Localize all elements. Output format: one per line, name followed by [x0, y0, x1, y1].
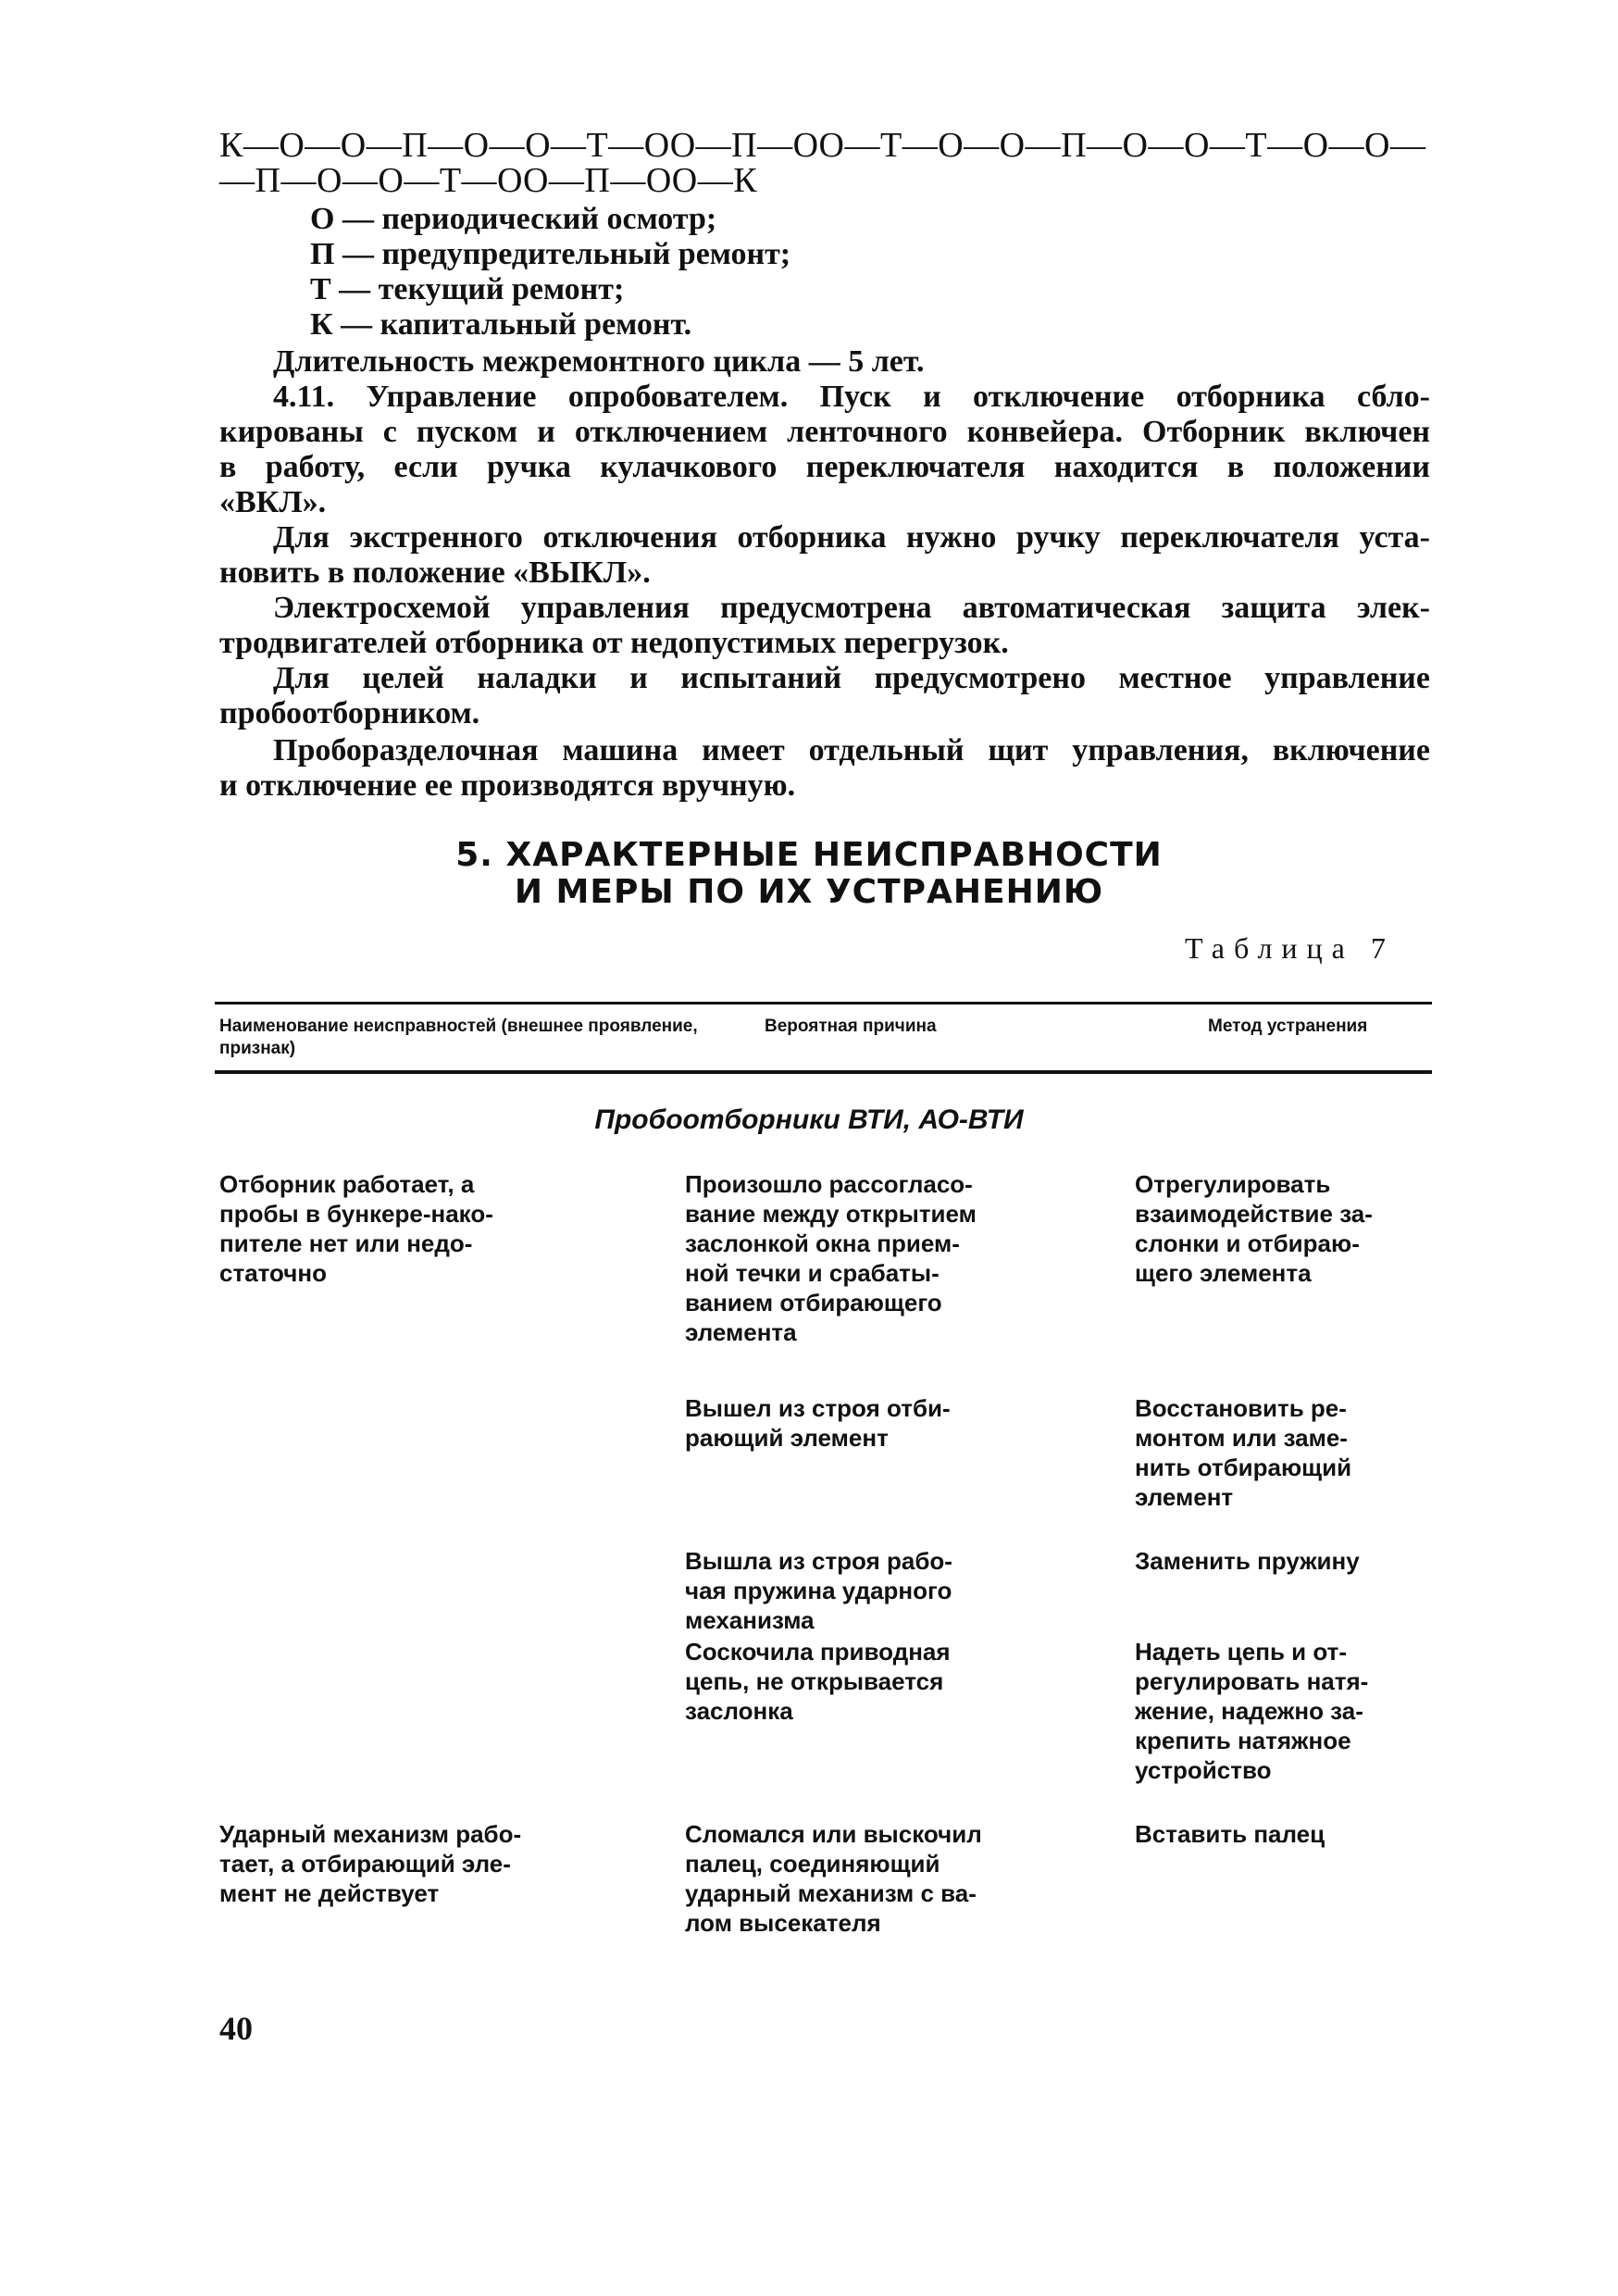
- paragraph-line: в работу, если ручка кулачкового переключателя находится в положении: [219, 450, 1430, 484]
- table-group-title: Пробоотборники ВТИ, АО-ВТИ: [594, 1104, 1024, 1135]
- table-cell-cause: Сломался или выскочил палец, соединяющий ударный механизм с ва- лом высекателя: [685, 1820, 982, 1937]
- paragraph-line: кированы с пуском и отключением ленточного конвейера. Отборник включен: [219, 415, 1430, 449]
- legend-item: П — предупредительный ремонт;: [310, 237, 791, 271]
- section-title: И МЕРЫ ПО ИХ УСТРАНЕНИЮ: [514, 873, 1104, 911]
- cycle-duration: Длительность межремонтного цикла — 5 лет.: [273, 344, 925, 379]
- table-cell-remedy: Отрегулировать взаимодействие за- слонки и отбираю- щего элемента: [1135, 1170, 1373, 1287]
- paragraph-line: Для целей наладки и испытаний предусмотрено местное управление: [273, 661, 1430, 695]
- table-cell-cause: Произошло рассогласо- вание между открытием заслонкой окна прием- ной течки и срабаты- ванием отбирающего элемента: [685, 1170, 977, 1346]
- legend-item: О — периодический осмотр;: [310, 202, 717, 236]
- paragraph-line: и отключение ее производятся вручную.: [219, 768, 796, 803]
- table-cell-fault: Отборник работает, а пробы в бункере-нако- пителе нет или недо- статочно: [219, 1170, 493, 1287]
- table-cell-fault: Ударный механизм рабо- тает, а отбирающий эле- мент не действует: [219, 1820, 522, 1907]
- paragraph-line: тродвигателей отборника от недопустимых перегрузок.: [219, 626, 1009, 660]
- legend-item: Т — текущий ремонт;: [310, 272, 625, 306]
- paragraph-line: «ВКЛ».: [219, 485, 327, 519]
- section-title: 5. ХАРАКТЕРНЫЕ НЕИСПРАВНОСТИ: [455, 836, 1163, 874]
- legend-item: К — капитальный ремонт.: [310, 307, 692, 342]
- paragraph-line: Электросхемой управления предусмотрена автоматическая защита элек-: [273, 591, 1430, 625]
- paragraph-line: Проборазделочная машина имеет отдельный щит управления, включение: [273, 733, 1430, 767]
- table-cell-cause: Вышла из строя рабо- чая пружина ударного механизма: [685, 1547, 952, 1634]
- table-cell-remedy: Восстановить ре- монтом или заме- нить отбирающий элемент: [1135, 1394, 1352, 1511]
- table-cell-remedy: Вставить палец: [1135, 1820, 1326, 1848]
- cycle-sequence-line-1: К—О—О—П—О—О—Т—ОО—П—ОО—Т—О—О—П—О—О—Т—О—О—: [219, 126, 1426, 165]
- table-header-rule: [215, 1070, 1432, 1074]
- table-cell-cause: Вышел из строя отби- рающий элемент: [685, 1394, 951, 1452]
- header-fault: Наименование неисправностей (внешнее проявление, признак): [219, 1017, 698, 1058]
- header-remedy: Метод устранения: [1208, 1017, 1368, 1036]
- table-label: Таблица 7: [1185, 931, 1395, 965]
- paragraph-line: 4.11. Управление опробователем. Пуск и отключение отборника сбло-: [273, 380, 1430, 414]
- table-cell-remedy: Заменить пружину: [1135, 1547, 1360, 1575]
- paragraph-line: пробоотборником.: [219, 696, 480, 730]
- table-cell-cause: Соскочила приводная цепь, не открывается заслонка: [685, 1638, 951, 1725]
- table-top-rule: [215, 1002, 1432, 1004]
- cycle-sequence-line-2: —П—О—О—Т—ОО—П—ОО—К: [219, 161, 758, 200]
- table-cell-remedy: Надеть цепь и от- регулировать натя- жение, надежно за- крепить натяжное устройство: [1135, 1638, 1369, 1784]
- paragraph-line: Для экстренного отключения отборника нужно ручку переключателя уста-: [273, 520, 1430, 555]
- paragraph-line: новить в положение «ВЫКЛ».: [219, 555, 651, 590]
- page-number: 40: [219, 2010, 253, 2047]
- header-cause: Вероятная причина: [765, 1017, 937, 1036]
